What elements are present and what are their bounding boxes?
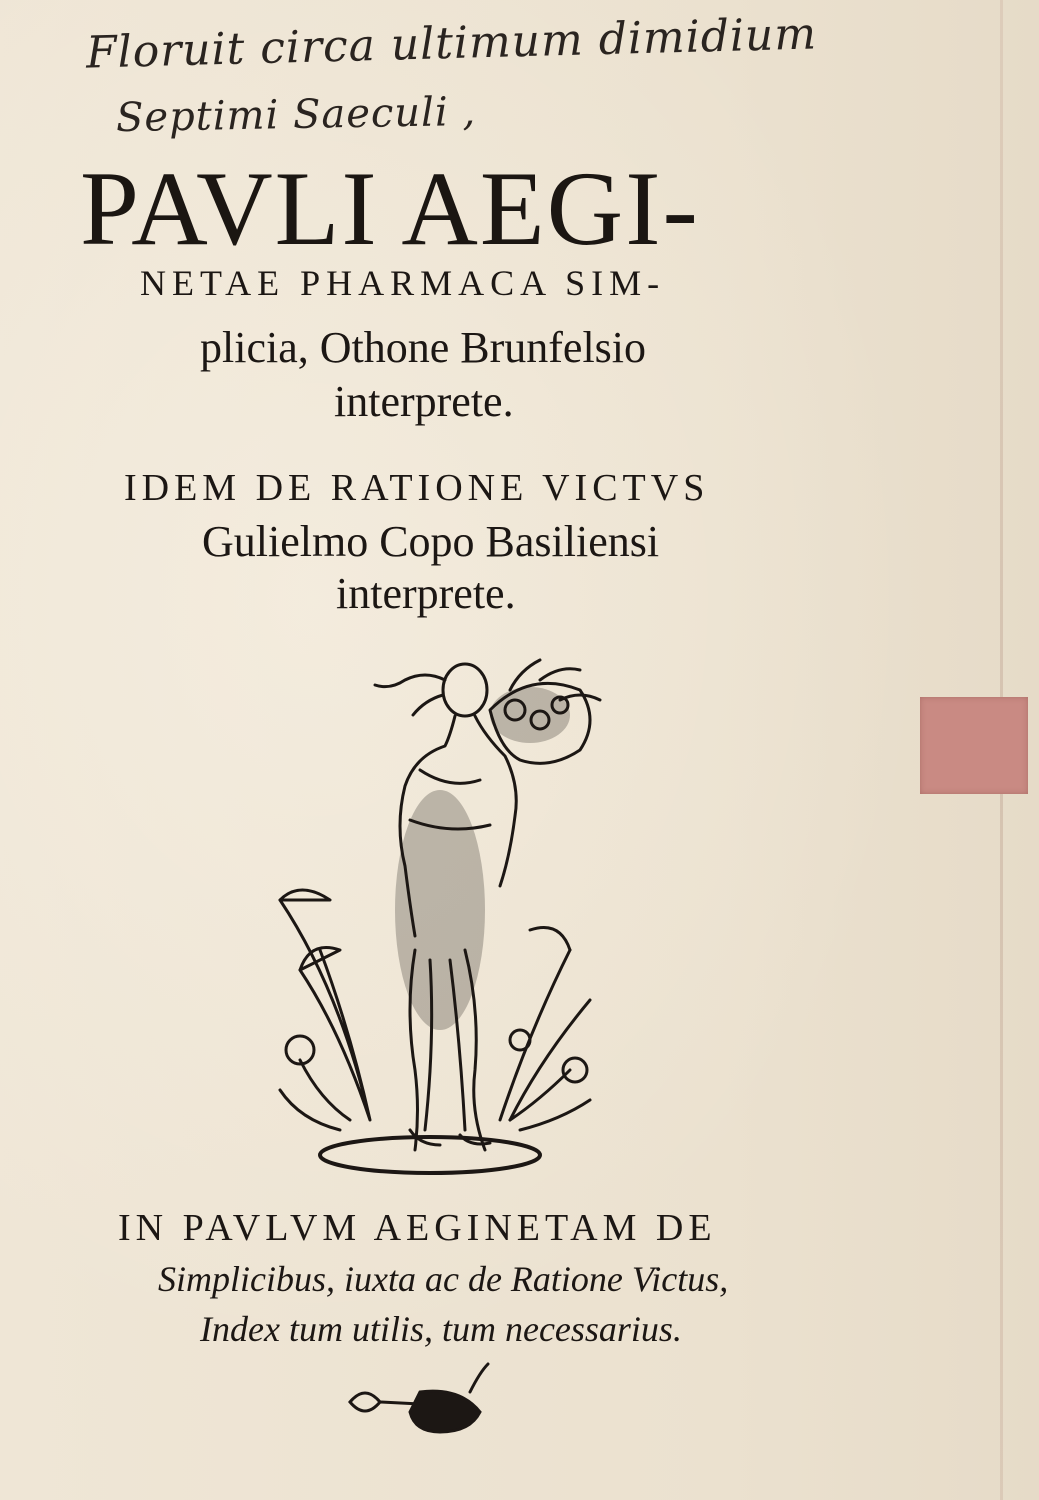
- index-caps: IN PAVLVM AEGINETAM DE: [118, 1207, 717, 1249]
- title: PAVLI AEGI-: [80, 150, 700, 267]
- printers-ornament-icon: [340, 1362, 500, 1442]
- section-caps: IDEM DE RATIONE VICTVS: [124, 467, 710, 509]
- subtitle-caps: NETAE PHARMACA SIM-: [140, 263, 666, 303]
- paper-tab: [920, 697, 1028, 794]
- section-line-1: Gulielmo Copo Basiliensi: [202, 517, 660, 566]
- subtitle-line-1: plicia, Othone Brunfelsio: [200, 323, 647, 372]
- handwritten-note-line-1: Floruit circa ultimum dimidium: [85, 8, 818, 79]
- index-line-1: Simplicibus, iuxta ac de Ratione Victus,: [158, 1259, 729, 1299]
- index-line-2: Index tum utilis, tum necessarius.: [200, 1309, 682, 1349]
- handwritten-note-line-2: Septimi Saeculi ,: [115, 88, 477, 142]
- subtitle-line-2: interprete.: [334, 377, 514, 426]
- woman-with-cornucopia-woodcut-icon: [260, 650, 620, 1190]
- section-line-2: interprete.: [336, 569, 516, 618]
